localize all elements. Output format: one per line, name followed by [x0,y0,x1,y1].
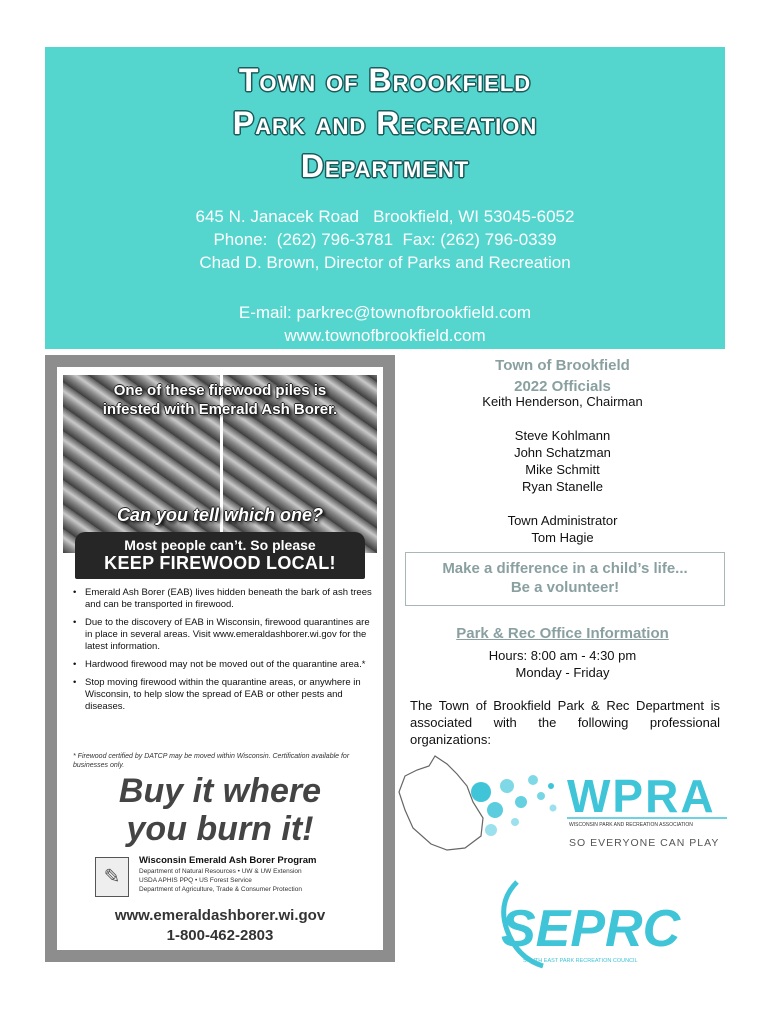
seprc-name: SOUTH EAST PARK RECREATION COUNCIL [523,958,638,964]
wisconsin-map-icon [399,756,483,850]
office-hours [400,647,725,681]
eab-facts-list [73,587,373,719]
volunteer-callout [405,552,725,606]
seprc-logo [501,882,682,966]
flyer-content [57,367,383,950]
volunteer-line-2: Be a volunteer! [510,579,620,596]
firewood-photo [63,375,377,553]
slogan-line-1: Buy it where [118,772,322,810]
wpra-logo [399,756,727,850]
association-logos [395,752,730,974]
list-item: Ryan Stanelle [522,479,603,494]
email[interactable]: E-mail: parkrec@townofbrookfield.com [238,303,532,322]
wisconsin-state-icon: ✎ [95,857,129,897]
header-banner [45,47,725,349]
eab-flyer [45,355,395,962]
seprc-abbr: SEPRC [501,900,681,958]
wpra-name: WISCONSIN PARK AND RECREATION ASSOCIATION [569,822,693,828]
program-partners-1: Department of Natural Resources • UW & UW Extension [139,868,302,875]
slogan-line-2: you burn it! [126,810,314,848]
online-contact [45,301,725,347]
list-item: Mike Schmitt [525,462,600,477]
town-administrator [400,512,725,546]
admin-title: Town Administrator [507,513,618,528]
program-partners-3: Department of Agriculture, Trade & Consumer Protection [139,886,302,893]
keep-local-banner [75,532,365,579]
chairman: Keith Henderson, Chairman [482,394,643,409]
flyer-url[interactable]: www.emeraldashborer.wi.gov [114,907,326,924]
list-item: John Schatzman [514,445,611,460]
flyer-headline-line-1: One of these firewood piles is [113,382,327,399]
flyer-phone: 1-800-462-2803 [166,927,274,944]
list-item: Steve Kohlmann [514,428,611,443]
list-item: • Hardwood firewood may not be moved out of the quarantine area.* [73,659,373,671]
hours-line: Hours: 8:00 am - 4:30 pm [488,648,637,663]
address: 645 N. Janacek Road Brookfield, WI 53045-6052 [195,207,575,226]
director: Chad D. Brown, Director of Parks and Recreation [199,253,571,272]
website[interactable]: www.townofbrookfield.com [284,326,486,345]
list-item: • Due to the discovery of EAB in Wisconsin, firewood quarantines are in place in several areas. Visit www.emeraldashborer.wi.gov for the latest information. [73,617,373,653]
flyer-question: Can you tell which one? [116,505,323,525]
admin-name: Tom Hagie [531,530,594,545]
banner-line-2: KEEP FIREWOOD LOCAL! [104,553,336,573]
banner-line-1: Most people can’t. So please [124,537,316,553]
contact-info [45,205,725,274]
title-line-2: Park and Recreation [232,105,538,141]
title-line-3: Department [300,148,470,184]
officials-title [400,355,725,397]
flyer-footnote: * Firewood certified by DATCP may be moved within Wisconsin. Certification available for businesses only. [73,753,350,769]
wpra-slogan: SO EVERYONE CAN PLAY [569,837,720,849]
wpra-abbr: WPRA [567,770,716,822]
program-info [139,854,379,894]
list-item: • Stop moving firewood within the quarantine areas, or anywhere in Wisconsin, to help slow the spread of EAB or other pests and diseases. [73,677,373,713]
volunteer-line-1: Make a difference in a child’s life... [442,560,688,577]
list-item: • Emerald Ash Borer (EAB) lives hidden beneath the bark of ash trees and can be transported in firewood. [73,587,373,611]
supervisors-list [400,427,725,495]
associations-text: The Town of Brookfield Park & Rec Department is associated with the following professional organizations: [410,698,720,747]
program-partners-2: USDA APHIS PPQ • US Forest Service [139,877,252,884]
phone-fax: Phone: (262) 796-3781 Fax: (262) 796-0339 [213,230,557,249]
officials-title-line-2: 2022 Officials [514,378,611,395]
flyer-headline-line-2: infested with Emerald Ash Borer. [102,401,338,418]
officials-title-line-1: Town of Brookfield [495,357,630,374]
buy-local-slogan [57,772,383,848]
days-line: Monday - Friday [515,665,610,680]
program-name: Wisconsin Emerald Ash Borer Program [139,855,317,866]
office-info-title: Park & Rec Office Information [456,625,669,642]
title-line-1: Town of Brookfield [238,62,532,98]
flyer-headline [63,381,377,419]
page-title [45,59,725,188]
